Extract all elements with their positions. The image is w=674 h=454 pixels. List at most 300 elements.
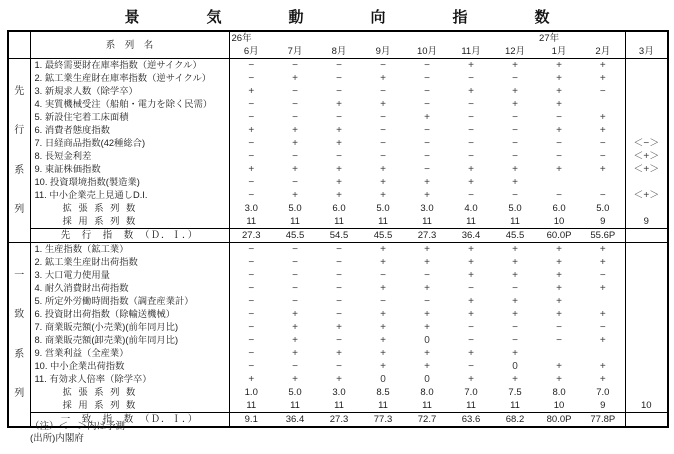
count-cell: 8.0 [552,387,566,398]
symbol-cell: + [424,190,430,201]
symbol-cell: + [336,99,342,110]
forecast-cell [625,243,668,257]
symbol-cell: − [248,151,255,162]
symbol-cell: + [581,163,625,176]
di-value-cell: 27.3 [229,229,273,243]
indicator-row [8,176,668,189]
symbol-cell: − [468,283,474,294]
symbol-cell: + [556,283,562,294]
indicator-row [8,360,668,373]
di-value-cell: 45.5 [493,229,537,243]
symbol-cell: − [468,112,474,123]
symbol-cell: + [292,335,298,346]
month-header: 2月 [581,45,625,59]
symbol-cell: + [556,270,562,281]
symbol-cell: − [248,335,255,346]
symbol-cell: + [556,257,562,268]
symbol-cell: + [336,374,342,385]
di-value-cell: 45.5 [361,229,405,243]
series-name-header: 系 列 名 [30,31,229,59]
symbol-cell [581,98,625,111]
symbol-cell: − [581,189,625,202]
forecast-cell [625,111,668,124]
symbol-cell: 0 [424,335,430,346]
symbol-cell: − [292,283,298,294]
indicator-label: 5. 新設住宅着工床面積 [30,111,229,124]
di-value-cell: 9.1 [229,413,273,428]
forecast-cell [625,85,668,98]
symbol-cell: − [248,73,255,84]
symbol-cell: − [248,99,255,110]
symbol-cell: − [248,270,255,281]
symbol-cell: + [468,374,474,385]
symbol-cell: − [292,177,298,188]
di-value-cell: 80.0P [537,413,581,428]
symbol-cell: − [556,335,562,346]
symbol-cell: − [336,60,342,71]
symbol-cell: − [380,125,386,136]
di-value-cell: 54.5 [317,229,361,243]
symbol-cell [581,176,625,189]
indicator-label: 10. 投資環境指数(製造業) [30,176,229,189]
symbol-cell: − [248,60,255,71]
symbol-cell: − [248,283,255,294]
symbol-cell: + [380,73,386,84]
count-extra-cell [625,386,668,399]
indicator-row [8,295,668,308]
indicator-row [8,282,668,295]
symbol-cell: + [292,374,298,385]
symbol-cell: + [556,361,562,372]
indicator-row [8,308,668,321]
month-header: 11月 [461,46,481,57]
month-header: 9月 [375,46,391,57]
symbol-cell: + [512,348,518,359]
symbol-cell: − [512,73,518,84]
forecast-cell: ＜+＞ [633,151,660,162]
indicator-label: 10. 中小企業出荷指数 [30,360,229,373]
side-label-text: 先 行 系 列 [14,86,25,215]
symbol-cell: − [336,270,342,281]
symbol-cell: − [556,138,562,149]
symbol-cell: + [424,361,430,372]
month-header: 7月 [287,46,303,57]
symbol-cell: + [248,86,255,97]
symbol-cell: + [292,138,298,149]
forecast-cell [625,334,668,347]
symbol-cell: − [581,150,625,163]
month-header: 12月 [504,46,526,57]
indicator-row [8,373,668,386]
symbol-cell: + [336,190,342,201]
symbol-cell: + [512,177,518,188]
symbol-cell: + [468,309,474,320]
count-cell: 10 [553,400,565,411]
symbol-cell: + [581,360,625,373]
indicator-label: 5. 所定外労働時間指数（調査産業計） [30,295,229,308]
symbol-cell: + [556,164,562,175]
count-cell: 11 [422,216,432,227]
symbol-cell: − [581,137,625,150]
count-cell: 5.0 [581,202,625,215]
count-cell: 9 [581,399,625,413]
forecast-cell [625,124,668,137]
symbol-cell: + [512,86,518,97]
symbol-cell: − [556,190,562,201]
symbol-cell: − [248,112,255,123]
di-value-cell: 60.0P [537,229,581,243]
symbol-cell: − [512,283,518,294]
symbol-cell: − [248,309,255,320]
symbol-cell: − [248,348,255,359]
indicator-label: 3. 大口電力使用量 [30,269,229,282]
symbol-cell: − [336,309,342,320]
symbol-cell: + [292,164,298,175]
count-cell: 11 [246,216,257,227]
symbol-cell: + [424,112,430,123]
symbol-cell: − [468,361,474,372]
symbol-cell: − [424,99,430,110]
forecast-cell: ＜−＞ [633,138,660,149]
symbol-cell: + [336,125,342,136]
section-side-label [8,243,30,428]
symbol-cell: + [380,283,386,294]
forecast-cell [625,347,668,360]
symbol-cell: + [468,296,474,307]
indicator-row [8,150,668,163]
month-header: 1月 [551,46,567,57]
symbol-cell: + [424,309,430,320]
symbol-cell: − [336,151,342,162]
di-value-cell: 68.2 [493,413,537,428]
symbol-cell: + [336,322,342,333]
di-value-cell: 27.3 [405,229,449,243]
symbol-cell: + [248,125,255,136]
symbol-cell [537,176,581,189]
symbol-cell: + [581,308,625,321]
indicator-label: 9. 営業利益（全産業） [30,347,229,360]
symbol-cell: − [248,244,255,255]
indicator-row [8,137,668,150]
symbol-cell: − [424,270,430,281]
indicator-row [8,321,668,334]
symbol-cell: + [468,270,474,281]
count-cell: 11 [378,216,388,227]
month-header: 6月 [243,46,259,57]
symbol-cell: − [380,296,386,307]
symbol-cell: 0 [380,374,386,385]
count-extra-cell [625,202,668,215]
count-cell: 4.0 [464,203,478,214]
symbol-cell: − [468,73,474,84]
indicator-label: 6. 投資財出荷指数（除輸送機械） [30,308,229,321]
symbol-cell: − [512,322,518,333]
coincident-section [8,243,668,428]
indicator-row [8,347,668,360]
symbol-cell: + [292,309,298,320]
symbol-cell: + [512,99,518,110]
count-label: 拡 張 系 列 数 [30,202,229,215]
symbol-cell: + [556,296,562,307]
symbol-cell: − [468,335,474,346]
count-cell: 11 [290,216,300,227]
count-cell: 11 [466,400,476,411]
indicator-label: 4. 実質機械受注（船舶・電力を除く民需） [30,98,229,111]
forecast-cell [625,321,668,334]
month-header: 8月 [331,46,347,57]
extra-month-header: 3月 [638,46,654,57]
symbol-cell: − [248,361,255,372]
count-cell: 9 [581,215,625,229]
symbol-cell: + [380,361,386,372]
forecast-cell [625,308,668,321]
symbol-cell: + [581,373,625,386]
symbol-cell: + [380,257,386,268]
symbol-cell: + [424,244,430,255]
symbol-cell: − [336,257,342,268]
symbol-cell: + [556,73,562,84]
symbol-cell [581,347,625,360]
symbol-cell: + [336,177,342,188]
indicator-row [8,334,668,347]
symbol-cell: + [380,348,386,359]
di-value-cell: 63.6 [449,413,493,428]
count-extra-cell: 10 [641,400,652,411]
indicator-row [8,111,668,124]
count-cell: 11 [334,216,344,227]
di-extra-cell [625,413,668,428]
footnotes [30,421,125,445]
indicator-label: 4. 耐久消費財出荷指数 [30,282,229,295]
symbol-cell: + [424,257,430,268]
count-cell: 11 [246,400,257,411]
symbol-cell: + [292,125,298,136]
di-value-cell: 36.4 [273,413,317,428]
symbol-cell: + [512,164,518,175]
forecast-cell: ＜+＞ [633,164,660,175]
symbol-cell: − [424,151,430,162]
indicator-label: 7. 商業販売額(小売業)(前年同月比) [30,321,229,334]
symbol-cell [581,295,625,308]
symbol-cell: + [468,244,474,255]
indicator-row [8,85,668,98]
symbol-cell: − [248,257,255,268]
di-value-cell: 72.7 [405,413,449,428]
di-value-cell: 27.3 [317,413,361,428]
symbol-cell: − [468,322,474,333]
symbol-cell: − [292,60,298,71]
symbol-cell: + [292,73,298,84]
symbol-cell: + [424,177,430,188]
symbol-cell: 0 [512,361,518,372]
count-cell: 7.0 [464,387,478,398]
symbol-cell: + [512,374,518,385]
symbol-cell: − [292,361,298,372]
count-cell: 11 [378,400,388,411]
symbol-cell: + [581,334,625,347]
symbol-cell: − [336,283,342,294]
count-cell: 10 [553,216,565,227]
month-header: 10月 [416,46,438,57]
symbol-cell: − [292,86,298,97]
symbol-cell: − [336,73,342,84]
count-label: 拡 張 系 列 数 [30,386,229,399]
symbol-cell: + [556,86,562,97]
symbol-cell: − [424,138,430,149]
count-cell: 5.0 [288,387,302,398]
count-cell: 3.0 [244,203,258,214]
symbol-cell: − [468,99,474,110]
symbol-cell: + [556,244,562,255]
symbol-cell: + [292,322,298,333]
count-cell: 11 [466,216,476,227]
symbol-cell: − [292,244,298,255]
count-cell: 11 [510,216,520,227]
symbol-cell: − [336,86,342,97]
symbol-cell: − [556,322,562,333]
forecast-cell [625,59,668,73]
symbol-cell: − [292,257,298,268]
symbol-cell: − [336,244,342,255]
symbol-cell: + [512,60,518,71]
symbol-cell: + [380,190,386,201]
symbol-cell: − [424,164,430,175]
symbol-cell: + [380,177,386,188]
indicator-row [8,163,668,176]
table-header [8,31,668,59]
symbol-cell: + [380,244,386,255]
indicator-row [8,256,668,269]
symbol-cell: − [556,112,562,123]
count-cell: 3.0 [420,203,434,214]
symbol-cell: − [556,151,562,162]
indicator-label: 8. 長短金利差 [30,150,229,163]
forecast-cell [625,269,668,282]
indicator-label: 2. 鉱工業生産財出荷指数 [30,256,229,269]
symbol-cell: + [336,348,342,359]
di-value-cell: 77.8P [581,413,625,428]
di-index-row [8,229,668,243]
symbol-cell: + [336,164,342,175]
indicator-label: 2. 鉱工業生産財在庫率指数（逆サイクル） [30,72,229,85]
symbol-cell: − [512,190,518,201]
symbol-cell: − [512,125,518,136]
series-count-row [8,399,668,413]
symbol-cell: + [380,335,386,346]
symbol-cell: + [468,86,474,97]
symbol-cell: − [468,190,474,201]
symbol-cell: + [512,244,518,255]
symbol-cell: + [424,322,430,333]
symbol-cell: − [380,151,386,162]
symbol-cell: − [336,112,342,123]
count-cell: 8.0 [420,387,434,398]
year-row [8,31,668,45]
symbol-cell: + [581,282,625,295]
extra-year-cell [625,31,668,45]
symbol-cell: + [468,348,474,359]
symbol-cell: − [292,296,298,307]
di-value-cell: 36.4 [449,229,493,243]
indicator-row [8,59,668,73]
forecast-cell [625,295,668,308]
symbol-cell: − [424,125,430,136]
symbol-cell: − [336,361,342,372]
symbol-cell: + [468,60,474,71]
indicator-label: 11. 有効求人倍率（除学卒） [30,373,229,386]
symbol-cell: − [468,125,474,136]
forecast-cell [625,256,668,269]
forecast-cell [625,72,668,85]
indicator-label: 1. 生産指数（鉱工業） [30,243,229,257]
symbol-cell: − [512,151,518,162]
count-cell: 7.0 [581,386,625,399]
symbol-cell: − [581,85,625,98]
indicator-row [8,124,668,137]
count-cell: 5.0 [376,203,390,214]
indicator-row [8,243,668,257]
series-count-row [8,202,668,215]
symbol-cell: − [380,86,386,97]
symbol-cell: + [468,164,474,175]
indicator-label: 9. 東証株価指数 [30,163,229,176]
count-cell: 11 [334,400,344,411]
symbol-cell: − [248,296,255,307]
symbol-cell: − [380,112,386,123]
count-cell: 7.5 [508,387,522,398]
indicator-row [8,189,668,202]
count-cell: 8.5 [376,387,390,398]
symbol-cell: − [380,270,386,281]
section-side-label [8,59,30,243]
symbol-cell: − [468,138,474,149]
symbol-cell: + [380,99,386,110]
symbol-cell: + [336,138,342,149]
symbol-cell: + [248,164,255,175]
symbol-cell: + [556,309,562,320]
symbol-cell: + [512,296,518,307]
indicator-label: 3. 新規求人数（除学卒） [30,85,229,98]
note-source: (出所)内閣府 [30,433,84,444]
count-label: 採 用 系 列 数 [30,399,229,413]
symbol-cell: + [512,309,518,320]
symbol-cell: + [248,374,255,385]
symbol-cell: + [380,322,386,333]
symbol-cell: − [292,151,298,162]
symbol-cell: + [292,190,298,201]
indicator-label: 1. 最終需要財在庫率指数（逆サイクル） [30,59,229,73]
symbol-cell: + [581,243,625,257]
di-value-cell: 45.5 [273,229,317,243]
indicator-row [8,98,668,111]
symbol-cell: − [468,151,474,162]
symbol-cell: + [581,256,625,269]
symbol-cell: + [556,60,562,71]
forecast-cell [625,98,668,111]
symbol-cell: − [512,138,518,149]
year-27-label: 27年 [537,31,625,45]
symbol-cell: − [512,112,518,123]
di-extra-cell [625,229,668,243]
forecast-cell [625,360,668,373]
count-extra-cell: 9 [643,216,649,227]
symbol-cell: + [292,348,298,359]
count-cell: 6.0 [332,203,346,214]
forecast-cell [625,282,668,295]
symbol-cell: + [424,348,430,359]
symbol-cell: − [336,335,342,346]
symbol-cell: − [512,335,518,346]
